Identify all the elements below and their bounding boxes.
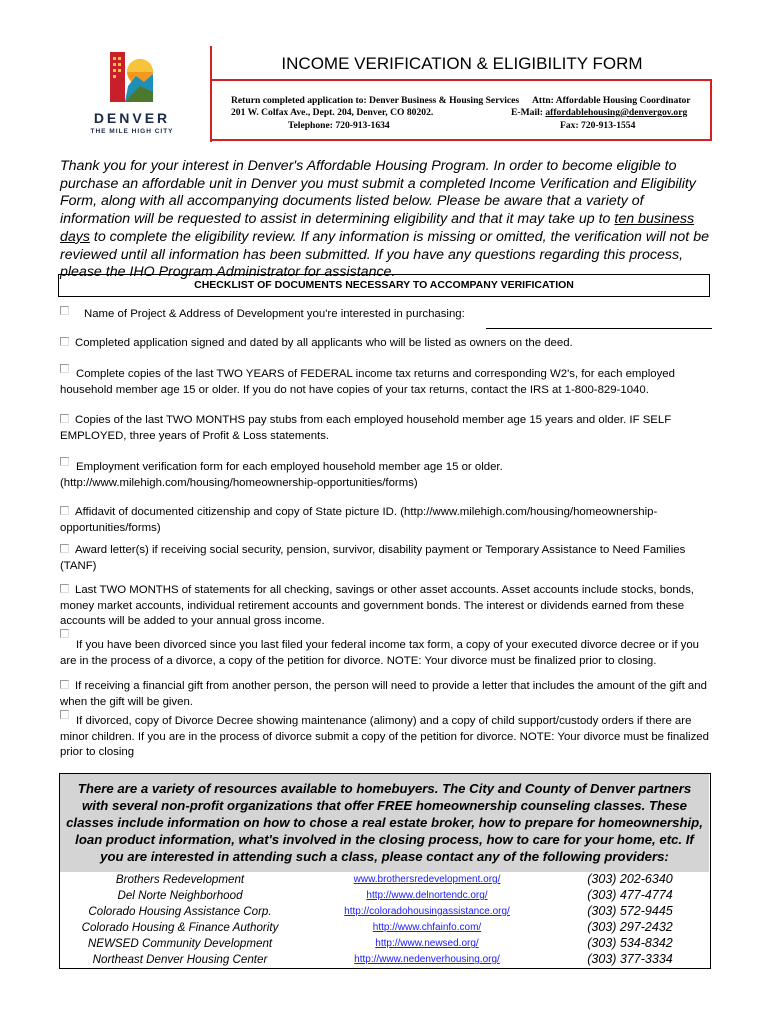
provider-phone: (303) 572-9445 bbox=[587, 904, 673, 918]
checklist-title: CHECKLIST OF DOCUMENTS NECESSARY TO ACCOMPANY VERIFICATION bbox=[58, 274, 710, 297]
header-rule-right bbox=[710, 79, 712, 140]
checkbox-divorce-decree[interactable] bbox=[60, 629, 69, 638]
checkbox-completed-application[interactable] bbox=[60, 337, 69, 346]
provider-name: Brothers Redevelopment bbox=[115, 873, 245, 886]
project-name-fill-line[interactable] bbox=[486, 328, 712, 329]
checklist-item-text: Completed application signed and dated by all applicants who will be listed as owners on the deed. bbox=[75, 337, 573, 349]
checklist-item bbox=[60, 543, 715, 574]
checklist-item: If you have been divorced since you last filed your federal income tax form, a copy of your executed divorce decree or if you are in the process of a divorce, a copy of the petition for divorce. NOTE: Your divorce must be finalized prior to closing. bbox=[60, 639, 700, 667]
email-link[interactable]: affordablehousing@denvergov.org bbox=[545, 107, 688, 118]
email-line bbox=[511, 107, 687, 118]
checkbox-project-name[interactable] bbox=[60, 306, 69, 315]
header-rule-top bbox=[210, 79, 712, 81]
provider-row bbox=[60, 921, 709, 937]
checklist-item bbox=[60, 583, 715, 630]
provider-name: Northeast Denver Housing Center bbox=[92, 953, 268, 966]
intro-paragraph bbox=[60, 158, 715, 282]
provider-name: Colorado Housing Assistance Corp. bbox=[88, 905, 272, 918]
checklist-item-text: Last TWO MONTHS of statements for all checking, savings or other asset accounts. Asset accounts include stocks, bonds, money market accounts, individual retirement accounts and government bonds. The interest or dividends earned from these accounts will be added to your annual gross income. bbox=[60, 584, 694, 628]
address-line3-left: Telephone: 720-913-1634 bbox=[288, 120, 390, 131]
checklist-item: Complete copies of the last TWO YEARS of FEDERAL income tax returns and corresponding W2's, for each employed household member age 15 or older. If you do not have copies of your tax returns, contact the IRS at 1-800-829-1040. bbox=[60, 368, 675, 396]
provider-row bbox=[60, 937, 709, 953]
denver-logo-mark-icon bbox=[106, 48, 158, 106]
checkbox-affidavit[interactable] bbox=[60, 506, 69, 515]
provider-name: Del Norte Neighborhood bbox=[117, 889, 243, 902]
checklist-item bbox=[60, 505, 715, 536]
logo-tagline: THE MILE HIGH CITY bbox=[90, 128, 174, 135]
provider-phone: (303) 297-2432 bbox=[587, 920, 673, 934]
checkbox-pay-stubs[interactable] bbox=[60, 414, 69, 423]
email-label: E-Mail: bbox=[511, 107, 546, 118]
checklist-item: If divorced, copy of Divorce Decree showing maintenance (alimony) and a copy of child support/custody orders if there are minor children. If you are in the process of divorce submit a copy of the petition for divorce. NOTE: Your divorce must be finalized prior to closing bbox=[60, 715, 709, 759]
provider-url-link[interactable]: http://www.chfainfo.com/ bbox=[372, 922, 482, 933]
provider-phone: (303) 534-8342 bbox=[587, 936, 673, 950]
checklist-item-text: Award letter(s) if receiving social security, pension, survivor, disability payment or Temporary Assistance to Need Families (TANF) bbox=[60, 544, 686, 572]
address-line1-left: Return completed application to: Denver Business & Housing Services bbox=[231, 95, 520, 106]
checkbox-financial-gift[interactable] bbox=[60, 680, 69, 689]
header-rule-vertical bbox=[210, 46, 212, 142]
resources-box bbox=[59, 773, 711, 969]
intro-part1: Thank you for your interest in Denver's Affordable Housing Program. In order to become eligible to purchase an affordable unit in Denver you must submit a completed Income Verification and Eligibility Form, along with all accompanying documents listed below. Please be aware that a variety of information will be requested to assist in determining eligibility and that it may take up to bbox=[60, 158, 696, 228]
provider-row bbox=[60, 905, 709, 921]
checklist-item-text: Affidavit of documented citizenship and copy of State picture ID. (http://www.milehigh.com/housing/homeownership-opportunities/forms) bbox=[60, 506, 658, 534]
provider-url-link[interactable]: http://www.delnortendc.org/ bbox=[366, 890, 488, 901]
provider-row bbox=[60, 873, 709, 889]
provider-url-link[interactable]: http://coloradohousingassistance.org/ bbox=[344, 906, 510, 917]
provider-row bbox=[60, 953, 709, 969]
provider-url-link[interactable]: http://www.newsed.org/ bbox=[375, 938, 479, 949]
provider-phone: (303) 202-6340 bbox=[587, 872, 673, 886]
provider-url-link[interactable]: www.brothersredevelopment.org/ bbox=[353, 874, 501, 885]
provider-row bbox=[60, 889, 709, 905]
checklist-item bbox=[60, 679, 715, 710]
resources-header bbox=[60, 774, 709, 872]
checklist-item bbox=[60, 413, 715, 444]
address-line3-right: Fax: 720-913-1554 bbox=[560, 120, 636, 131]
denver-logo bbox=[82, 48, 182, 140]
address-line2-left: 201 W. Colfax Ave., Dept. 204, Denver, CO 80202. bbox=[231, 107, 434, 118]
checklist-item bbox=[60, 336, 715, 352]
provider-url-link[interactable]: http://www.nedenverhousing.org/ bbox=[354, 954, 500, 965]
resources-intro: There are a variety of resources available to homebuyers. The City and County of Denver partners with several non-profit organizations that offer FREE homeownership counseling classes. These classes include information on how to chose a real estate broker, how to prepare for homeownership, loan product information, what's involved in the closing process, how to care for your home, etc. If you are interested in attending such a class, please contact any of the following providers: bbox=[66, 781, 703, 864]
header-rule-bottom bbox=[210, 139, 712, 141]
checkbox-account-statements[interactable] bbox=[60, 584, 69, 593]
address-line1-right: Attn: Affordable Housing Coordinator bbox=[532, 95, 691, 106]
checklist-item-text: If receiving a financial gift from another person, the person will need to provide a letter that includes the amount of the gift and when the gift will be given. bbox=[60, 680, 707, 708]
provider-name: NEWSED Community Development bbox=[87, 937, 273, 950]
provider-phone: (303) 377-3334 bbox=[587, 952, 673, 966]
logo-wordmark: DENVER bbox=[93, 110, 171, 126]
provider-name: Colorado Housing & Finance Authority bbox=[81, 921, 279, 934]
checklist-item: Name of Project & Address of Development you're interested in purchasing: bbox=[84, 308, 465, 320]
intro-underlined: ten business days bbox=[60, 211, 695, 245]
checkbox-award-letters[interactable] bbox=[60, 544, 69, 553]
checklist-item-text: Copies of the last TWO MONTHS pay stubs from each employed household member age 15 years and older. IF SELF EMPLOYED, three years of Profit & Loss statements. bbox=[60, 414, 672, 442]
checklist-item: Employment verification form for each employed household member age 15 or older. (http://www.milehigh.com/housing/homeownership-opportunities/forms) bbox=[60, 461, 503, 489]
form-title: INCOME VERIFICATION & ELIGIBILITY FORM bbox=[281, 54, 643, 73]
provider-phone: (303) 477-4774 bbox=[587, 888, 673, 902]
intro-part2: to complete the eligibility review. If any information is missing or omitted, the verification will not be reviewed until all information has been submitted. If you have any questions regarding this process, please the IHO Program Administrator for assistance. bbox=[60, 228, 709, 281]
